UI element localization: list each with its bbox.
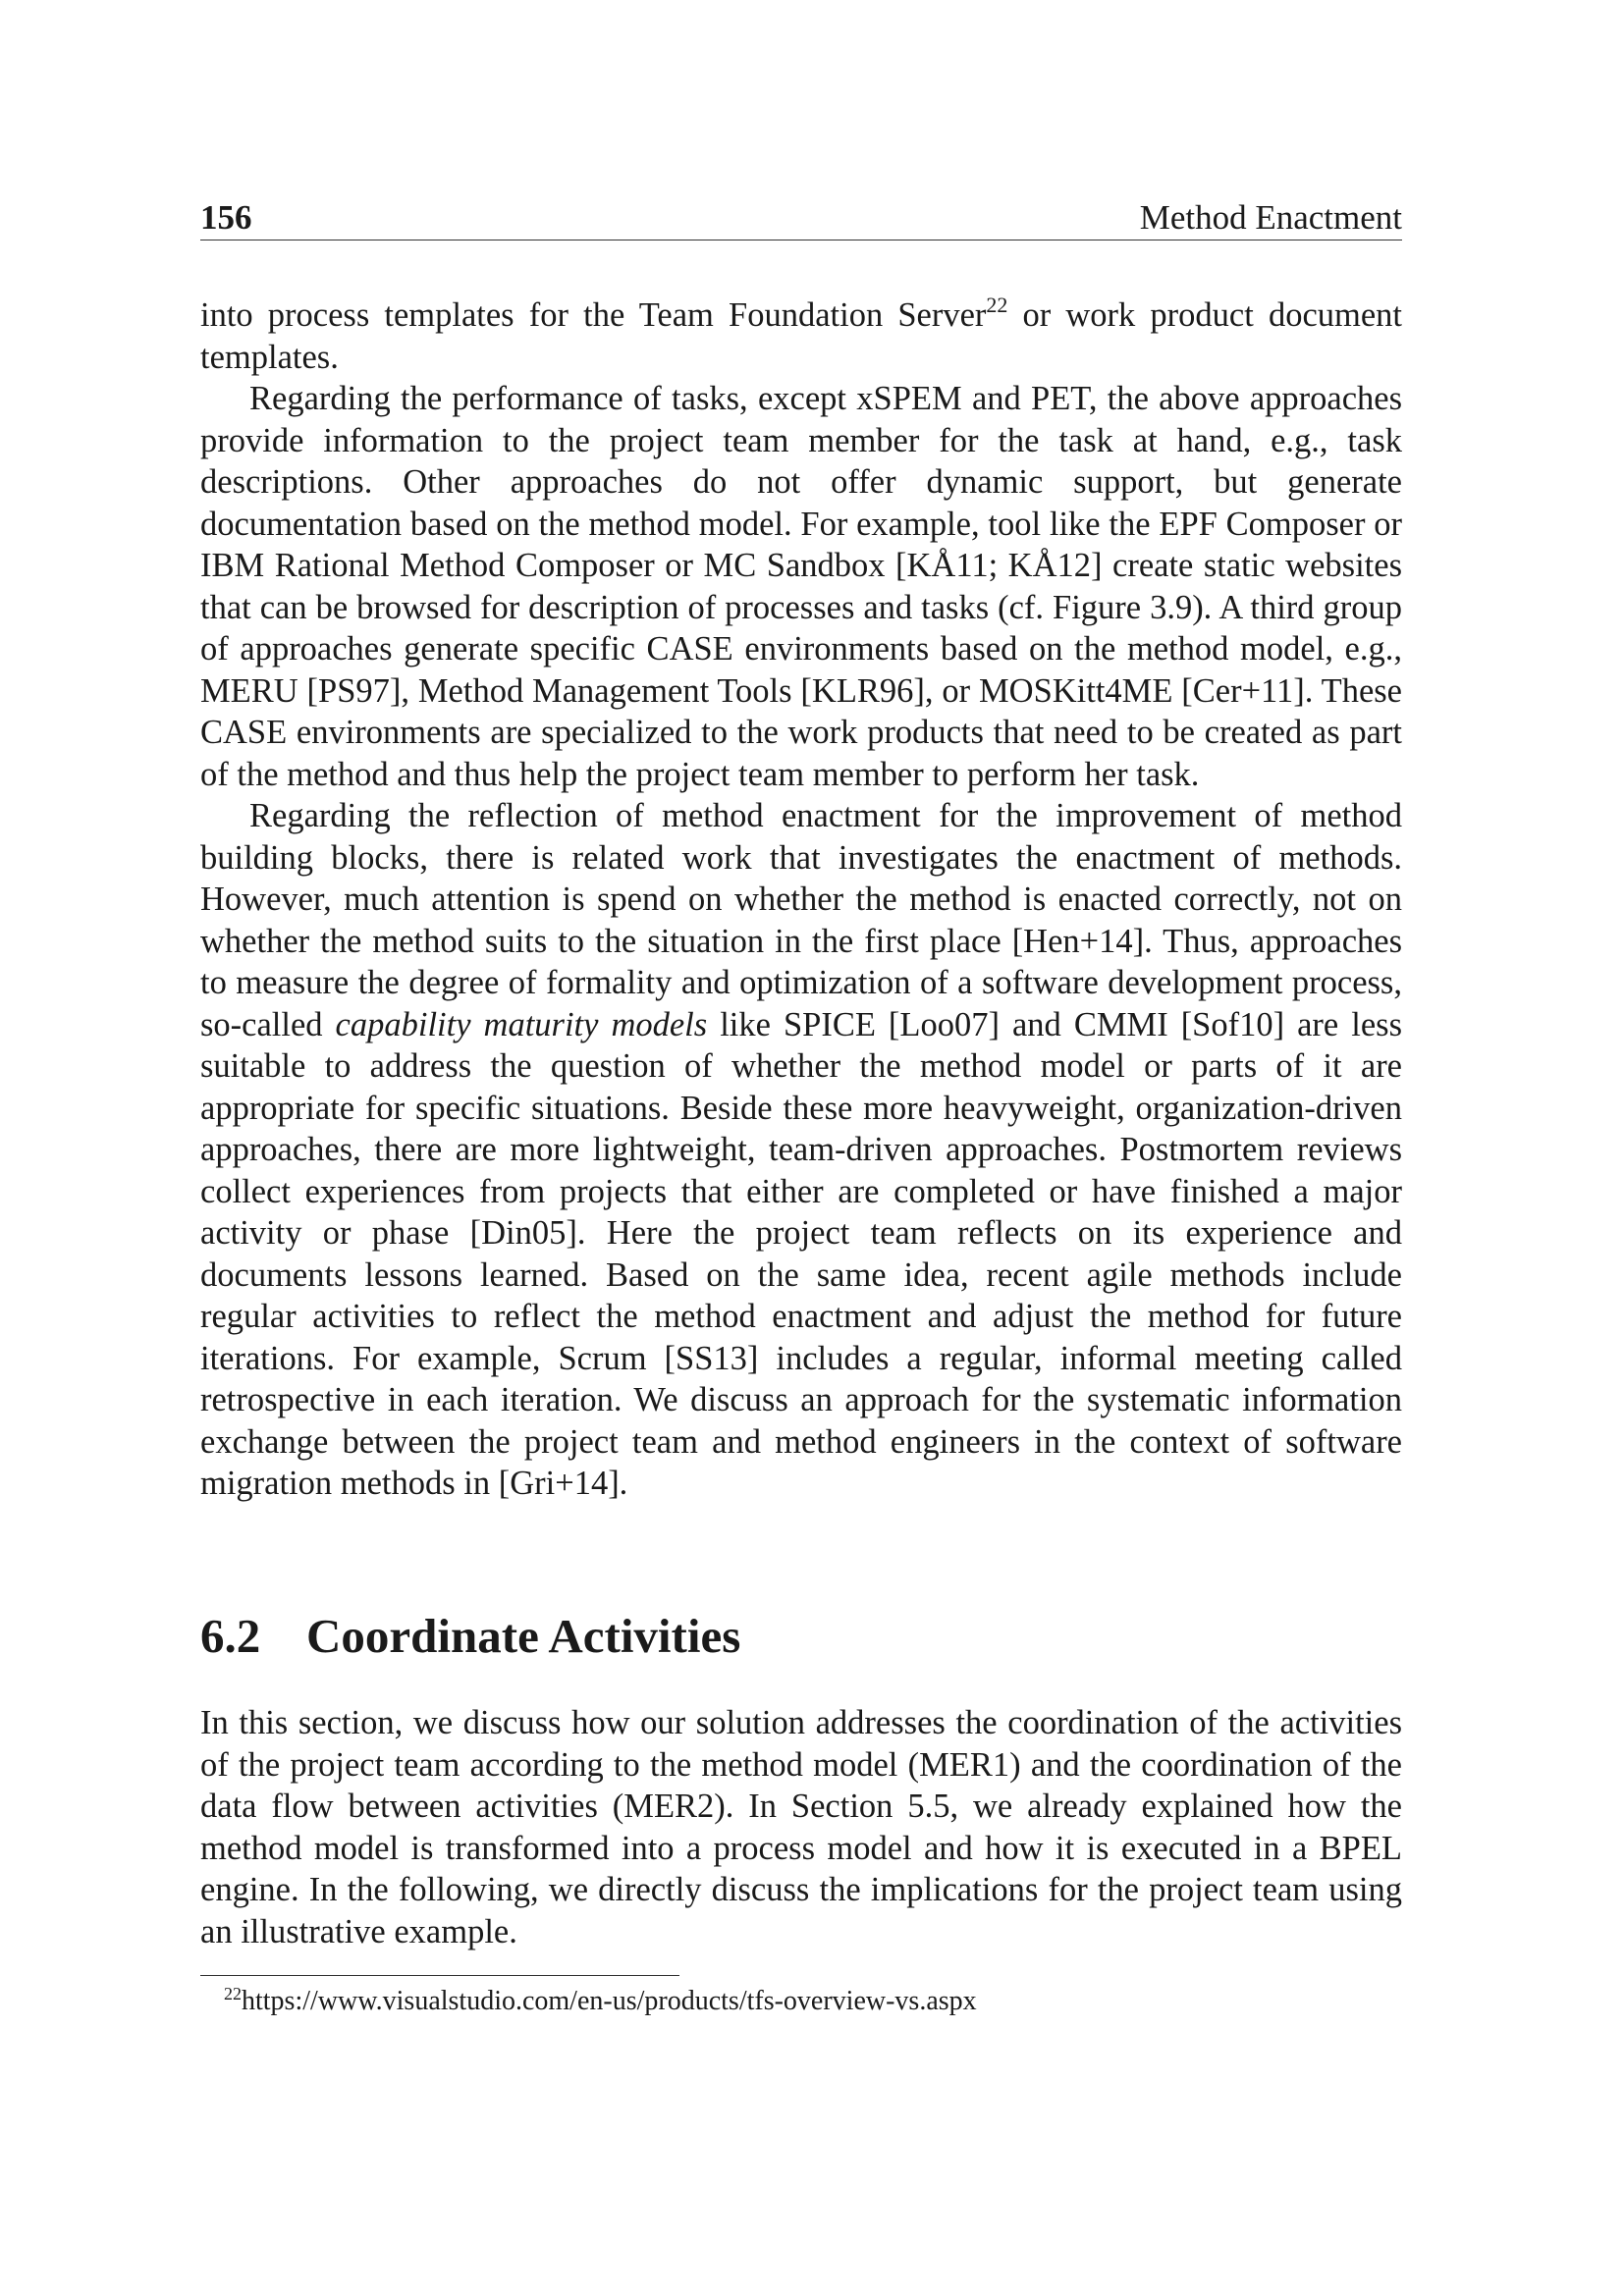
section-number: 6.2 [200, 1609, 261, 1663]
paragraph-3-emphasis: capability maturity models [335, 1005, 708, 1043]
section-text [200, 1702, 1402, 1952]
paragraph-1-text-a: into process templates for the Team Foundation Server [200, 296, 987, 334]
footnote [224, 1985, 977, 2018]
footnote-url: https://www.visualstudio.com/en-us/products/tfs-overview-vs.aspx [242, 1986, 977, 2016]
page-number: 156 [200, 198, 252, 237]
paragraph-1-text-b: or work product document templates. [200, 296, 1402, 376]
paragraph-2: Regarding the performance of tasks, except xSPEM and PET, the above approaches provide information to the project team member for the task at hand, e.g., task descriptions. Other approaches do not offer dynamic support, but generate documentation based on the method model. For example, tool like the EPF Composer or IBM Rational Method Composer or MC Sandbox [KÅ11; KÅ12] create static websites that can be browsed for description of processes and tasks (cf. Figure 3.9). A third group of approaches generate specific CASE environments based on the method model, e.g., MERU [PS97], Method Management Tools [KLR96], or MOSKitt4ME [Cer+11]. These CASE environments are specialized to the work products that need to be created as part of the method and thus help the project team member to perform her task. [200, 380, 1402, 793]
running-title: Method Enactment [1139, 198, 1402, 237]
footnote-rule [200, 1975, 679, 1976]
section-title: Coordinate Activities [306, 1609, 741, 1663]
page-header [200, 192, 1402, 240]
paragraph-3-text-a: Regarding the reflection of method enactment for the improvement of method building blocks, there is related work that investigates the enactment of methods. However, much attention is spend on whether the method is enacted correctly, not on whether the method suits to the situation in the first place [Hen+14]. Thus, approaches to measure the degree of formality and optimization of a software development process, so-called [200, 797, 1402, 1043]
paragraph-3-text-b: like SPICE [Loo07] and CMMI [Sof10] are less suitable to address the question of whether the method model or parts of it are appropriate for specific situations. Beside these more heavyweight, organization-driven approaches, there are more lightweight, team-driven approaches. Postmortem reviews collect experiences from projects that either are completed or have finished a major activity or phase [Din05]. Here the project team reflects on its experience and documents lessons learned. Based on the same idea, recent agile methods include regular activities to reflect the method enactment and adjust the method for future iterations. For example, Scrum [SS13] includes a regular, informal meeting called retrospective in each iteration. We discuss an approach for the systematic information exchange between the project team and method engineers in the context of software migration methods in [Gri+14]. [200, 1005, 1402, 1502]
section-heading [200, 1608, 1402, 1664]
footnote-marker: 22 [224, 1984, 242, 2003]
body-text [200, 294, 1402, 1505]
paragraph-1 [200, 294, 1402, 378]
footnote-reference: 22 [986, 293, 1008, 317]
section-paragraph: In this section, we discuss how our solution addresses the coordination of the activities of the project team according to the method model (MER1) and the coordination of the data flow between activities (MER2). In Section 5.5, we already explained how the method model is transformed into a process model and how it is executed in a BPEL engine. In the following, we directly discuss the implications for the project team using an illustrative example. [200, 1704, 1402, 1950]
paragraph-3 [200, 795, 1402, 1505]
